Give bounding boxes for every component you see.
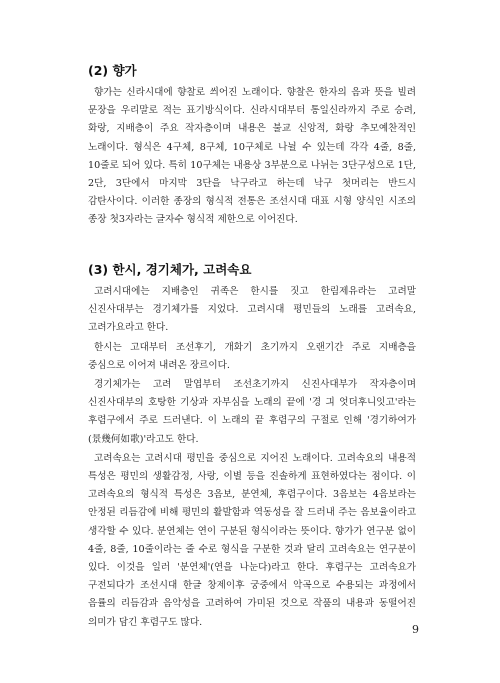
paragraph: 한시는 고대부터 조선후기, 개화기 초기까지 오랜기간 주로 지배층을 중심으로 이어져 내려온 장르이다.: [88, 341, 416, 371]
paragraph: 향가는 신라시대에 향찰로 씌어진 노래이다. 향찰은 한자의 음과 뜻을 빌려 문장을 우리말로 적는 표기방식이다. 신라시대부터 통일신라까지 주로 승려, 화랑, 지배층이 주요 작자층이며 내용은 불교 신앙적, 화랑 추모예찬적인 노래이다. 형식은 4구체, 8구체, 10구체로 나뉠 수 있는데 각각 4줄, 8줄, 10줄로 되어 있다. 특히 10구체는 내용상 3부분으로 나뉘는 3단구성으로 1단, 2단, 3단에서 마지막 3단을 낙구라고 하는데 낙구 첫머리는 반드시 감탄사이다. 이러한 종장의 형식적 전통은 조선시대 대표 시형 양식인 시조의 종장 첫3자라는 글자수 형식적 제한으로 이어진다.: [88, 87, 416, 226]
section-hyangga: [88, 63, 416, 230]
section-goryeo-poetry: [88, 262, 416, 632]
section-heading: (3) 한시, 경기체가, 고려속요: [88, 262, 252, 277]
paragraph: 고려속요는 고려시대 평민을 중심으로 지어진 노래이다. 고려속요의 내용적 특성은 평민의 생활감정, 사랑, 이별 등을 진솔하게 표현하였다는 점이다. 이 고려속요의 형식적 특성은 3음보, 분연체, 후렴구이다. 3음보는 4음보라는 안정된 리듬감에 비해 평민의 활발함과 역동성을 잘 드러내 주는 음보율이라고 생각할 수 있다. 분연체는 연이 구분된 형식이라는 뜻이다. 향가가 연구분 없이 4줄, 8줄, 10줄이라는 줄 수로 형식을 구분한 것과 달리 고려속요는 연구분이 있다. 이것을 일러 '분연체'(연을 나눈다)라고 한다. 후렴구는 고려속요가 구전되다가 조선시대 한글 창제이후 궁중에서 악곡으로 수용되는 과정에서 음률의 리듬감과 음악성을 고려하여 가미된 것으로 작품의 내용과 동떨어진 의미가 담긴 후렴구도 많다.: [88, 452, 416, 628]
paragraph: 경기체가는 고려 말엽부터 조선초기까지 신진사대부가 작자층이며 신진사대부의 호탕한 기상과 자부심을 노래의 끝에 '경 긔 엇더후니잇고'라는 후렴구에서 주로 드러낸다. 이 노래의 끝 후렴구의 구절로 인해 '경기하여가(景幾何如歌)'라고도 한다.: [88, 379, 416, 445]
page-number: 9: [412, 623, 419, 636]
paragraph: 고려시대에는 지배층인 귀족은 한시를 짓고 한림제유라는 고려말 신진사대부는 경기체가를 지었다. 고려시대 평민들의 노래를 고려속요, 고려가요라고 한다.: [88, 286, 416, 334]
section-heading: (2) 향가: [88, 63, 137, 78]
